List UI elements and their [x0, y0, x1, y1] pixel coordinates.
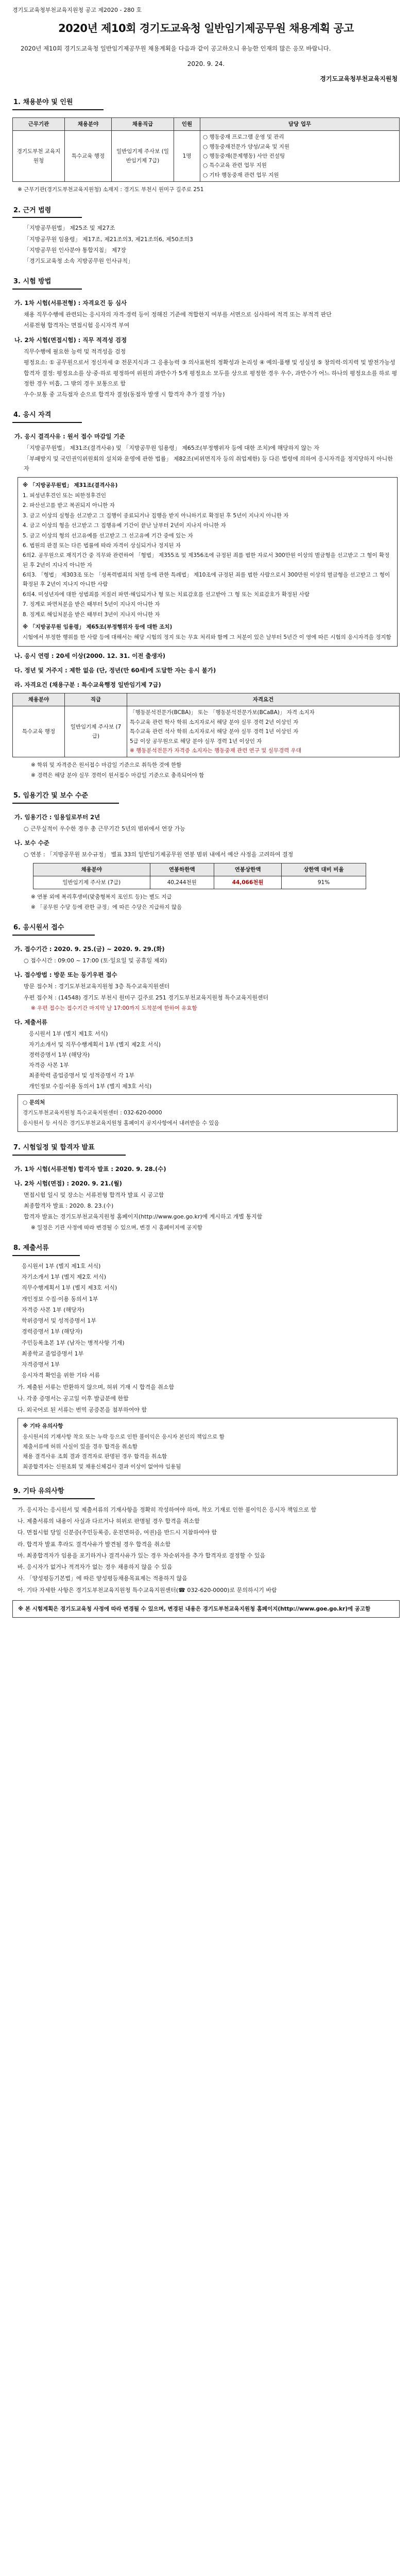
list-item: 「지방공무원 인사분야 통합지침」 제7장: [24, 246, 126, 253]
note-line: ※ 우편 접수는 접수기간 마지막 날 17:00까지 도착분에 한하여 유효함: [31, 1005, 197, 1011]
list-item: 자기소개서 및 직무수행계획서 1부 (별지 제2호 서식): [29, 1041, 161, 1048]
salary-title: 나. 보수 수준: [14, 839, 49, 847]
list-item: 자기소개서 1부 (별지 제2호 서식): [22, 1274, 107, 1280]
list-item: ○ 연봉 : 「지방공무원 보수규정」 별표 33의 일반임기제공무원 연봉 범위 내에서 예산 사정을 고려하여 결정: [24, 851, 294, 858]
list-item: 개인정보 수집·이용 동의서 1부: [22, 1295, 98, 1302]
exam-stage-2: 나. 2차 시험(면접시험) : 직무 적격성 검정: [14, 336, 127, 344]
list-item: 사. 「양성평등기본법」에 따른 양성평등채용목표제는 적용하지 않음: [18, 1575, 187, 1582]
list-item: 개인정보 수집·이용 동의서 1부 (별지 제3호 서식): [29, 1082, 152, 1090]
box-line: 4. 금고 이상의 형을 선고받고 그 집행유예 기간이 끝난 날부터 2년이 지나지 아니한 자: [23, 522, 226, 529]
table-header: 연봉하한액: [150, 863, 214, 876]
duty-item: ○ 기타 행동중재 관련 업무 지원: [203, 172, 279, 178]
table-header: 채용분야: [33, 863, 150, 876]
list-item: ○ 접수시간 : 09:00 ~ 17:00 (토·일요일 및 공휴일 제외): [24, 957, 167, 964]
box-line: 최종합격자는 신원조회 및 채용신체검사 결과 이상이 없어야 임용됨: [23, 1463, 181, 1470]
list-item: 최종학력 졸업증명서 및 성적증명서 각 1부: [29, 1072, 135, 1079]
list-item: 「지방공무원 임용령」 제17조, 제21조의3, 제21조의6, 제50조의3: [24, 235, 193, 243]
list-item: 최종학교 졸업증명서 1부: [22, 1350, 84, 1357]
list-item: 면접시험 일시 및 장소는 서류전형 합격자 발표 시 공고함: [24, 1191, 164, 1198]
table-header: 인원: [174, 117, 200, 130]
list-item: 나. 제출서류의 내용이 사실과 다르거나 허위로 판명될 경우 합격을 취소함: [18, 1518, 200, 1525]
list-item: 응시원서 1부 (별지 제1호 서식): [29, 1030, 108, 1038]
list-item: 최종합격자 발표 : 2020. 8. 23.(수): [24, 1202, 114, 1210]
term-title: 가. 임용기간 : 임용일로부터 2년: [14, 813, 100, 821]
list-item: 마. 최종합격자가 임용을 포기하거나 결격사유가 있는 경우 차순위자를 추가 합격자로 결정할 수 있음: [18, 1552, 266, 1559]
box-line: 제출서류에 허위 사실이 있을 경우 합격을 취소함: [23, 1444, 138, 1450]
box-line: 응시원서의 기재사항 착오 또는 누락 등으로 인한 불이익은 응시자 본인의 책임으로 함: [23, 1433, 225, 1440]
section-schedule: [12, 1137, 400, 1232]
list-item: 「지방공무원법」 제31조(결격사유) 및 「지방공무원 임용령」 제65조(부정행위자 등에 대한 조치)에 해당하지 않는 자: [24, 444, 319, 451]
note-line: ※ 학위 및 자격증은 원서접수 마감일 기준으로 취득한 것에 한함: [31, 762, 182, 769]
cell-requirements: [127, 706, 400, 757]
note-line: ※ 연봉 외에 복리후생비(맞춤형복지 포인트 등)는 별도 지급: [31, 894, 172, 901]
table-header: 채용분야: [13, 693, 65, 706]
list-item: 「경기도교육청 소속 지방공무원 인사규칙」: [24, 258, 134, 264]
caution-box: [18, 1418, 398, 1476]
list-item: 라. 합격자 발표 후라도 결격사유가 발견될 경우 합격을 취소함: [18, 1540, 171, 1548]
page-title: 2020년 제10회 경기도교육청 일반임기제공무원 채용계획 공고: [58, 22, 354, 35]
box-line: 8. 징계로 해임처분을 받은 때부터 3년이 지나지 아니한 자: [23, 611, 160, 618]
list-item: 학위증명서 및 성적증명서 1부: [22, 1317, 96, 1324]
list-item: 우수·보통 중 고득점자 순으로 합격자 결정(동점자 발생 시 합격자 추가 결정 가능): [24, 391, 225, 398]
section-heading: 9. 기타 유의사항: [12, 1486, 95, 1499]
section-recruitment: [12, 92, 400, 194]
duty-item: ○ 행동중재 프로그램 운영 및 관리: [203, 134, 284, 141]
list-item: 경력증명서 1부 (해당자): [29, 1051, 90, 1058]
qualification-table: [12, 693, 400, 757]
footer-notice: ※ 본 시험계획은 경기도교육청 사정에 따라 변경될 수 있으며, 변경된 내용은 경기도부천교육지원청 홈페이지(http://www.goe.go.kr)에 공고함: [12, 1600, 400, 1618]
age-requirement: 나. 응시 연령 : 20세 이상(2000. 12. 31. 이전 출생자): [14, 652, 166, 659]
table-header: 연봉상한액: [214, 863, 281, 876]
list-item: 「부패방지 및 국민권익위원회의 설치와 운영에 관한 법률」 제82조(비위면직자 등의 취업제한) 등 다른 법령에 의하여 응시자격을 정지당하지 아니한 자: [24, 455, 393, 472]
section-heading: 3. 시험 방법: [12, 276, 82, 290]
box-line: 5. 금고 이상의 형의 선고유예를 선고받고 그 선고유예 기간 중에 있는 자: [23, 532, 193, 539]
requirement-item: 「행동분석전문가(BCBA)」 또는 「행동분석전문가보(BCaBA)」 자격 소지자: [130, 709, 315, 716]
cell-count: 1명: [174, 131, 200, 182]
list-item: 「지방공무원법」 제25조 및 제27조: [24, 225, 115, 232]
note-line: ※ 「공무원 수당 등에 관한 규정」에 따른 수당은 지급하지 않음: [31, 904, 182, 910]
requirement-item: 특수교육 관련 학사 학위 소지자로서 해당 분야 실무 경력 2년 이상인 자: [130, 719, 299, 725]
section-heading: 1. 채용분야 및 인원: [12, 97, 104, 110]
exam-stage-1: 가. 1차 시험(서류전형) : 자격요건 등 심사: [14, 299, 127, 307]
list-item: 방문 접수처 : 경기도부천교육지원청 3층 특수교육지원센터: [24, 983, 170, 990]
list-item: 자격증 사본 1부: [29, 1062, 69, 1069]
box-line: 2. 파산선고를 받고 복권되지 아니한 자: [23, 502, 115, 509]
list-item: 다. 외국어로 된 서류는 번역 공증본을 첨부하여야 함: [18, 1406, 147, 1413]
list-item: 주민등록초본 1부 (남자는 병적사항 기재): [22, 1339, 125, 1346]
cell-rate: 91%: [282, 876, 366, 889]
list-item: 아. 기타 자세한 사항은 경기도부천교육지원청 특수교육지원센터(☎ 032-620-0000)로 문의하시기 바람: [18, 1586, 277, 1594]
cell-org: 경기도부천 교육지원청: [13, 131, 65, 182]
table-header: 직급: [65, 693, 127, 706]
list-item: 바. 응시자가 없거나 적격자가 없는 경우 채용하지 않을 수 있음: [18, 1564, 173, 1571]
notice-number: 경기도교육청부천교육지원청 공고 제2020 - 280 호: [12, 7, 142, 13]
box-line: 3. 금고 이상의 실형을 선고받고 그 집행이 종료되거나 집행을 받지 아니하기로 확정된 후 5년이 지나지 아니한 자: [23, 512, 289, 519]
note-line: ※ 경력은 해당 분야 실무 경력이 원서접수 마감일 기준으로 충족되어야 함: [31, 772, 204, 778]
stage1-result: 가. 1차 시험(서류전형) 합격자 발표 : 2020. 9. 28.(수): [14, 1165, 166, 1173]
contact-box: [18, 1094, 398, 1132]
disqualification-box: [18, 477, 398, 647]
cell-field: 일반임기제 주사보 (7급): [33, 876, 150, 889]
duty-item: ○ 행동중재전문가 양성/교육 및 지원: [203, 143, 290, 150]
list-item: 합격자 발표는 경기도부천교육지원청 홈페이지(http://www.goe.go.kr)에 게시하고 개별 통지함: [24, 1213, 263, 1221]
list-item: 가. 제출된 서류는 반환하지 않으며, 허위 기재 시 합격을 취소함: [18, 1383, 175, 1391]
list-item: 자격증 사본 1부 (해당자): [22, 1306, 84, 1313]
box-line: 6의2. 공무원으로 재직기간 중 직무와 관련하여 「형법」 제355조 및 제356조에 규정된 죄를 범한 자로서 300만원 이상의 벌금형을 선고받고 그 형이 확정된 후 2년이 지나지 아니한 자: [23, 552, 390, 568]
note-line: ※ 일정은 기관 사정에 따라 변경될 수 있으며, 변경 시 홈페이지에 공지함: [31, 1224, 202, 1231]
list-item: 합격자 결정: 평정요소를 상·중·하로 평정하여 위원의 과반수가 5개 평정요소 모두를 상으로 평정한 경우 우수, 과반수가 어느 하나의 평정요소를 하로 평정한 경우 미흡, 그 밖의 경우 보통으로 함: [24, 370, 398, 387]
list-item: 경력증명서 1부 (해당자): [22, 1328, 83, 1335]
announcement-date: 2020. 9. 24.: [187, 60, 225, 68]
list-item: 다. 면접시험 당일 신분증(주민등록증, 운전면허증, 여권)을 반드시 지참하여야 함: [18, 1529, 217, 1536]
list-item: 평정요소: ① 공무원으로서 정신자세 ② 전문지식과 그 응용능력 ③ 의사표현의 정확성과 논리성 ④ 예의·품행 및 성실성 ⑤ 창의력·의지력 및 발전가능성: [24, 359, 396, 366]
intro-text: 2020년 제10회 경기도교육청 일반임기제공무원 채용계획을 다음과 같이 공고하오니 유능한 인재의 많은 응모 바랍니다.: [21, 45, 331, 52]
cell-duties: [200, 131, 400, 182]
section-heading: 2. 근거 법령: [12, 205, 82, 218]
requirement-item: 5급 이상 공무원으로 해당 분야 실무 경력 1년 이상인 자: [130, 738, 262, 744]
cell-max-salary: 44,066천원: [214, 876, 281, 889]
table-header: 담당 업무: [200, 117, 400, 130]
requirement-item: 특수교육 관련 석사 학위 소지자로서 해당 분야 실무 경력 1년 이상인 자: [130, 728, 299, 735]
table-header: 채용직급: [112, 117, 174, 130]
section-heading: 7. 시험일정 및 합격자 발표: [12, 1142, 126, 1156]
table-header: 자격요건: [127, 693, 400, 706]
section-term-salary: [12, 785, 400, 912]
announcement-page: [12, 0, 400, 1638]
cell-grade: 일반임기제 주사보 (일반임기제 7급): [112, 131, 174, 182]
box-title: ※ 기타 유의사항: [23, 1423, 63, 1430]
list-item: 직무수행계획서 1부 (별지 제3호 서식): [22, 1284, 117, 1292]
section-submission: [12, 1238, 400, 1476]
box-line: 채용 결격사유 조회 결과 결격자로 판명된 경우 합격을 취소함: [23, 1453, 167, 1460]
box-line: 7. 징계로 파면처분을 받은 때부터 5년이 지나지 아니한 자: [23, 601, 160, 608]
list-item: 서류전형 합격자는 면접시험 응시자격 부여: [24, 322, 130, 329]
recruitment-table: [12, 117, 400, 182]
box-line: 경기도부천교육지원청 특수교육지원센터 : 032-620-0000: [23, 1110, 162, 1116]
qualification-title: 라. 자격요건 (채용구분 : 특수교육행정 일반임기제 7급): [14, 681, 161, 688]
section-other-notes: [12, 1481, 400, 1618]
section-exam-method: [12, 271, 400, 399]
cell-grade: 일반임기제 주사보 (7급): [65, 706, 127, 757]
list-item: 채용 직무수행에 관련되는 응시자의 자격·경력 등이 정해진 기준에 적합한지 여부를 서면으로 심사하여 적격 또는 부적격 판단: [24, 311, 332, 318]
section-eligibility: [12, 404, 400, 780]
list-item: 직무수행에 필요한 능력 및 적격성을 검정: [24, 348, 126, 355]
box-line: 6의3. 「형법」 제303조 또는 「성폭력범죄의 처벌 등에 관한 특례법」 제10조에 규정된 죄를 범한 사람으로서 300만원 이상의 벌금형을 선고받고 그 형이 확정된 후 2년이 지나지 아니한 사람: [23, 572, 390, 588]
list-item: ○ 근무실적이 우수한 경우 총 근무기간 5년의 범위에서 연장 가능: [24, 825, 185, 832]
list-item: 가. 응시자는 응시원서 및 제출서류의 기재사항을 정확히 작성하여야 하며, 착오 기재로 인한 불이익은 응시자 책임으로 함: [18, 1506, 317, 1513]
section-heading: 8. 제출서류: [12, 1243, 80, 1256]
table-header: 채용분야: [65, 117, 112, 130]
disqualification-title: 가. 응시 결격사유 : 원서 접수 마감일 기준: [14, 432, 125, 440]
box-line: 응시원서 등 서식은 경기도부천교육지원청 홈페이지 공지사항에서 내려받을 수 있음: [23, 1120, 219, 1126]
box-title: ※ 「지방공무원 임용령」 제65조(부정행위자 등에 대한 조치): [23, 623, 173, 630]
list-item: 응시원서 1부 (별지 제1호 서식): [22, 1262, 101, 1269]
box-line: 6. 법원의 판결 또는 다른 법률에 따라 자격이 상실되거나 정지된 자: [23, 542, 181, 549]
issuing-agency: 경기도교육청부천교육지원청: [320, 75, 398, 83]
residence-requirement: 다. 정년 및 거주지 : 제한 없음 (단, 정년(만 60세)에 도달한 자는 응시 불가): [14, 666, 216, 674]
box-line: 1. 피성년후견인 또는 피한정후견인: [23, 493, 107, 499]
box-line: 6의4. 미성년자에 대한 성범죄를 저질러 파면·해임되거나 형 또는 치료감호를 선고받아 그 형 또는 치료감호가 확정된 사람: [23, 591, 310, 598]
list-item: 자격증명서 1부: [22, 1361, 60, 1368]
requirement-note: ※ 행동분석전문가 자격증 소지자는 행동중재 관련 연구 및 실무경력 우대: [130, 747, 301, 754]
box-title: ○ 문의처: [23, 1099, 45, 1106]
list-item: 응시자격 확인을 위한 기타 서류: [22, 1372, 100, 1379]
application-period: 가. 접수기간 : 2020. 9. 25.(금) ~ 2020. 9. 29.(화): [14, 945, 165, 953]
table-header: 상한액 대비 비율: [282, 863, 366, 876]
box-line: 시험에서 부정한 행위를 한 사람 등에 대해서는 해당 시험의 정지 또는 무효 처리와 함께 그 처분이 있은 날부터 5년간 이 영에 따른 시험의 응시자격을 정지함: [23, 634, 391, 641]
table-header: 근무기관: [13, 117, 65, 130]
documents-title: 다. 제출서류: [14, 1019, 47, 1026]
section-legal-basis: [12, 200, 400, 266]
location-note: ※ 근무기관(경기도부천교육지원청) 소재지 : 경기도 부천시 원미구 길주로 251: [18, 187, 204, 193]
cell-field: 특수교육 행정: [65, 131, 112, 182]
cell-field: 특수교육 행정: [13, 706, 65, 757]
section-heading: 6. 응시원서 접수: [12, 922, 95, 936]
stage2-interview: 나. 2차 시험(면접) : 2020. 9. 21.(월): [14, 1179, 122, 1187]
section-heading: 5. 임용기간 및 보수 수준: [12, 790, 119, 804]
application-method: 나. 접수방법 : 방문 또는 등기우편 접수: [14, 971, 117, 979]
box-title: ※ 「지방공무원법」 제31조(결격사유): [23, 482, 118, 488]
salary-table: [33, 863, 366, 890]
section-heading: 4. 응시 자격: [12, 410, 82, 423]
section-application: [12, 917, 400, 1132]
duty-item: ○ 행동중재(문제행동) 사안 컨설팅: [203, 153, 285, 159]
cell-min-salary: 40,244천원: [150, 876, 214, 889]
duty-item: ○ 특수교육 관련 업무 지원: [203, 162, 267, 169]
list-item: 나. 각종 증명서는 공고일 이후 발급분에 한함: [18, 1395, 129, 1402]
list-item: 우편 접수처 : (14548) 경기도 부천시 원미구 길주로 251 경기도부천교육지원청 특수교육지원센터: [24, 994, 269, 1001]
